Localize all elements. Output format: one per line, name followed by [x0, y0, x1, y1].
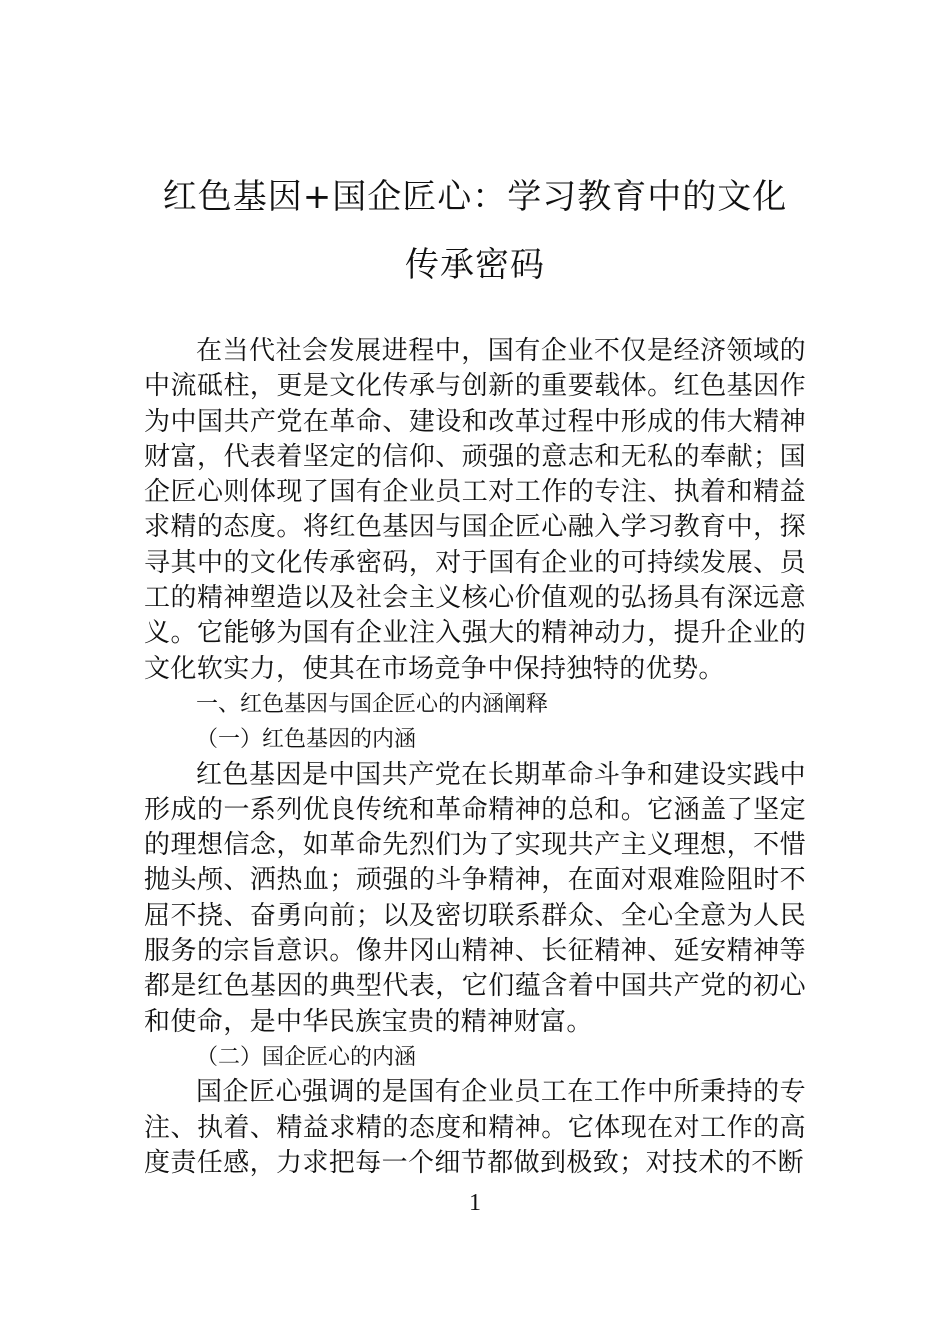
subsection-heading-1: （一）红色基因的内涵 [196, 727, 417, 753]
document-title-line-2: 传承密码 [405, 245, 545, 285]
intro-paragraph: 在当代社会发展进程中，国有企业不仅是经济领域的中流砥柱，更是文化传承与创新的重要载体。红色基因作为中国共产党在革命、建设和改革过程中形成的伟大精神财富，代表着坚定的信仰、顽强的意志和无私的奉献；国企匠心则体现了国有企业员工对工作的专注、执着和精益求精的态度。将红色基因与国企匠心融入学习教育中，探寻其中的文化传承密码，对于国有企业的可持续发展、员工的精神塑造以及社会主义核心价值观的弘扬具有深远意义。它能够为国有企业注入强大的精神动力，提升企业的文化软实力，使其在市场竞争中保持独特的优势。 [144, 336, 806, 684]
section-heading-1: 一、红色基因与国企匠心的内涵阐释 [196, 691, 549, 717]
document-title-line-1: 红色基因+国企匠心：学习教育中的文化 [162, 177, 788, 217]
document-body [144, 334, 806, 1181]
subsection-heading-2: （二）国企匠心的内涵 [196, 1044, 417, 1070]
subsection-1-paragraph: 红色基因是中国共产党在长期革命斗争和建设实践中形成的一系列优良传统和革命精神的总和。它涵盖了坚定的理想信念，如革命先烈们为了实现共产主义理想，不惜抛头颅、洒热血；顽强的斗争精神，在面对艰难险阻时不屈不挠、奋勇向前；以及密切联系群众、全心全意为人民服务的宗旨意识。像井冈山精神、长征精神、延安精神等都是红色基因的典型代表，它们蕴含着中国共产党的初心和使命，是中华民族宝贵的精神财富。 [144, 759, 806, 1037]
page-number: 1 [469, 1190, 481, 1216]
subsection-2-paragraph: 国企匠心强调的是国有企业员工在工作中所秉持的专注、执着、精益求精的态度和精神。它体现在对工作的高度责任感，力求把每一个细节都做到极致；对技术的不断 [144, 1077, 806, 1178]
